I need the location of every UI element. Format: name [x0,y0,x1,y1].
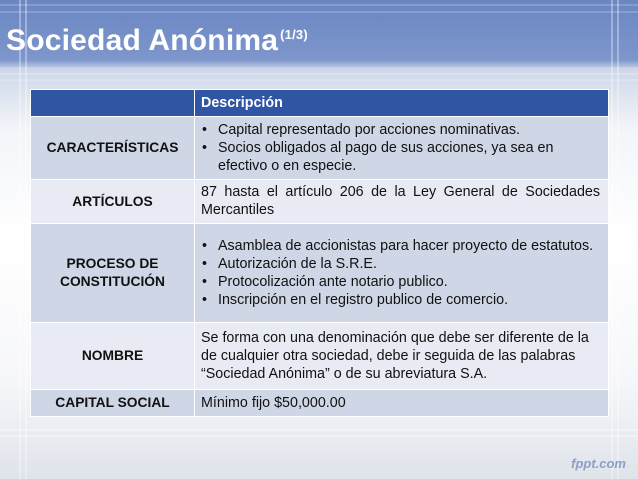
slide-title-text: Sociedad Anónima [6,24,279,57]
row-desc-nombre: Se forma con una denominación que debe ser diferente de la de cualquier otra sociedad, debe ir seguida de las palabras “Sociedad Anónima” o de su abreviatura S.A. [195,323,609,390]
table-row [31,224,609,323]
row-label-articulos: ARTÍCULOS [31,180,195,224]
table-header-row [31,90,609,117]
bullet-item: • Capital representado por acciones nominativas. [201,121,600,139]
bullet-item: • Asamblea de accionistas para hacer proyecto de estatutos. [201,237,600,255]
row-label-proceso [31,224,195,323]
fppt-logo: fppt.com [571,456,626,471]
row-desc-articulos: 87 hasta el artículo 206 de la Ley General de Sociedades Mercantiles [195,180,609,224]
header-blank-cell [31,90,195,117]
table-row [31,117,609,180]
bullet-item: • Autorización de la S.R.E. [201,255,600,273]
bullet-item: • Inscripción en el registro publico de comercio. [201,291,600,309]
info-table [30,89,609,417]
row-label-proceso-line1: PROCESO DE [66,256,159,271]
row-label-nombre: NOMBRE [31,323,195,390]
bullet-item: • Protocolización ante notario publico. [201,273,600,291]
table-row [31,180,609,224]
table-row [31,323,609,390]
row-desc-proceso [195,224,609,323]
table-row [31,390,609,417]
slide-title-suffix: (1/3) [280,27,308,42]
row-label-caracteristicas: CARACTERÍSTICAS [31,117,195,180]
row-label-proceso-line2: CONSTITUCIÓN [59,274,165,289]
header-description: Descripción [195,90,609,117]
slide-title [6,24,308,58]
row-label-capital: CAPITAL SOCIAL [31,390,195,417]
row-desc-capital: Mínimo fijo $50,000.00 [195,390,609,417]
bullet-item: • Socios obligados al pago de sus acciones, ya sea en efectivo o en especie. [201,139,600,175]
row-desc-caracteristicas [195,117,609,180]
